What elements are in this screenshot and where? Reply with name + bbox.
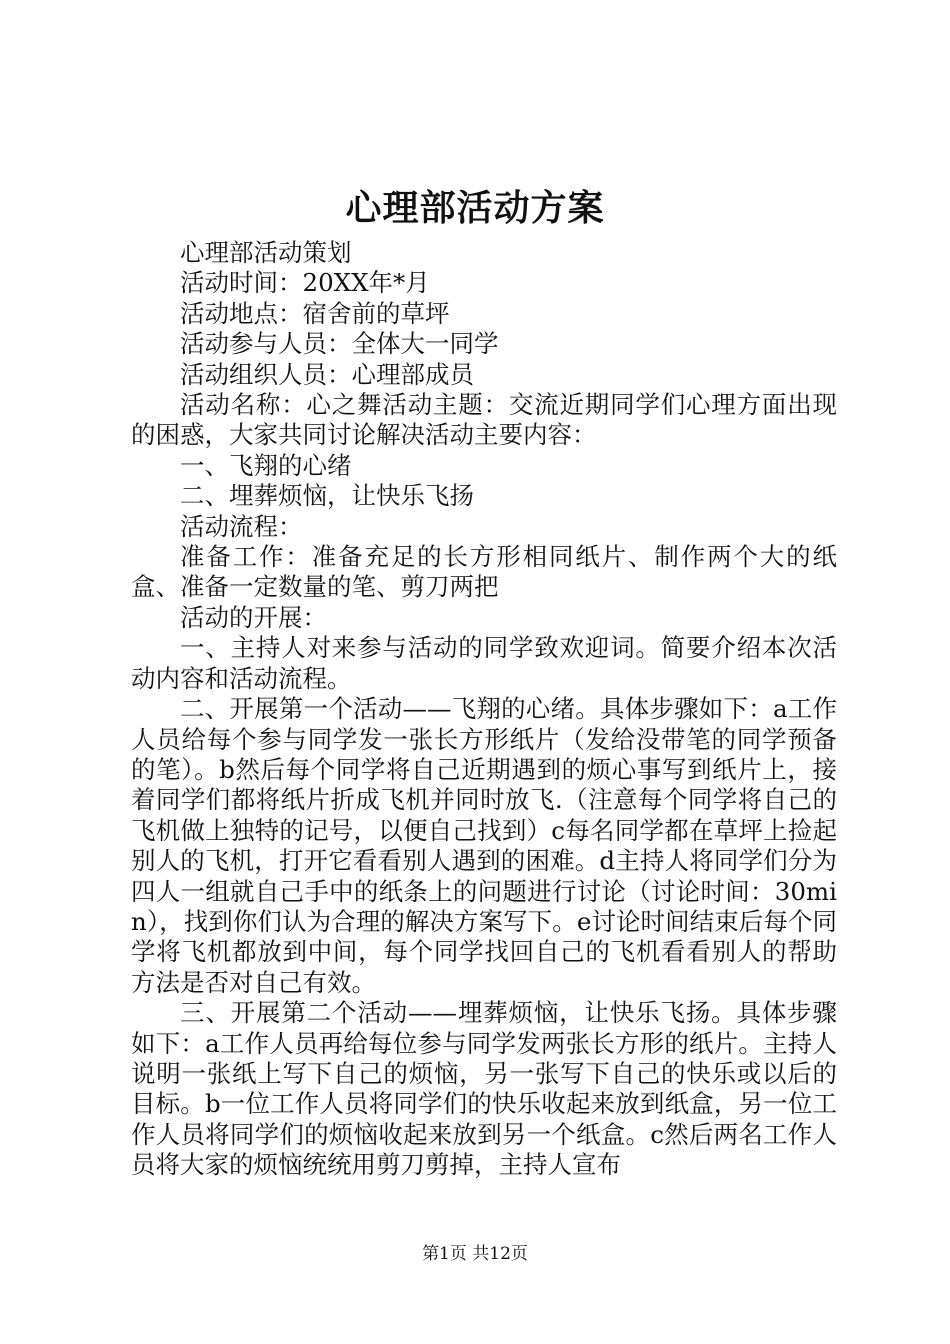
paragraph: 准备工作：准备充足的长方形相同纸片、制作两个大的纸盒、准备一定数量的笔、剪刀两把 xyxy=(131,542,837,602)
paragraph: 三、开展第二个活动——埋葬烦恼，让快乐飞扬。具体步骤如下：a工作人员再给每位参与同学发两张长方形的纸片。主持人说明一张纸上写下自己的烦恼，另一张写下自己的快乐或以后的目标。b一位工作人员将同学们的快乐收起来放到纸盒，另一位工作人员将同学们的烦恼收起来放到另一个纸盒。c然后两名工作人员将大家的烦恼统统用剪刀剪掉，主持人宣布 xyxy=(131,998,837,1180)
paragraph: 活动地点：宿舍前的草坪 xyxy=(180,298,450,328)
paragraph: 一、主持人对来参与活动的同学致欢迎词。简要介绍本次活动内容和活动流程。 xyxy=(131,633,837,693)
paragraph: 二、开展第一个活动——飞翔的心绪。具体步骤如下：a工作人员给每个参与同学发一张长方形纸片（发给没带笔的同学预备的笔）。b然后每个同学将自己近期遇到的烦心事写到纸片上，接着同学们都将纸片折成飞机并同时放飞.（注意每个同学将自己的飞机做上独特的记号，以便自己找到）c每名同学都在草坪上捡起别人的飞机，打开它看看别人遇到的困难。d主持人将同学们分为四人一组就自己手中的纸条上的问题进行讨论（讨论时间：30min），找到你们认为合理的解决方案写下。e讨论时间结束后每个同学将飞机都放到中间，每个同学找回自己的飞机看看别人的帮助方法是否对自己有效。 xyxy=(131,694,837,997)
paragraph: 活动参与人员：全体大一同学 xyxy=(180,329,499,359)
page-number-footer: 第1页 共12页 xyxy=(422,1244,528,1264)
paragraph: 活动流程： xyxy=(180,511,303,541)
document-body xyxy=(131,238,837,1181)
paragraph: 二、埋葬烦恼，让快乐飞扬 xyxy=(180,481,474,511)
paragraph: 活动的开展： xyxy=(180,602,327,632)
document-title: 心理部活动方案 xyxy=(345,187,605,229)
paragraph: 活动时间：20XX年*月 xyxy=(180,268,430,298)
paragraph: 活动组织人员：心理部成员 xyxy=(180,359,474,389)
paragraph: 心理部活动策划 xyxy=(180,238,352,267)
paragraph: 活动名称：心之舞活动主题：交流近期同学们心理方面出现的困惑，大家共同讨论解决活动主要内容： xyxy=(131,390,837,450)
paragraph: 一、飞翔的心绪 xyxy=(180,450,352,480)
